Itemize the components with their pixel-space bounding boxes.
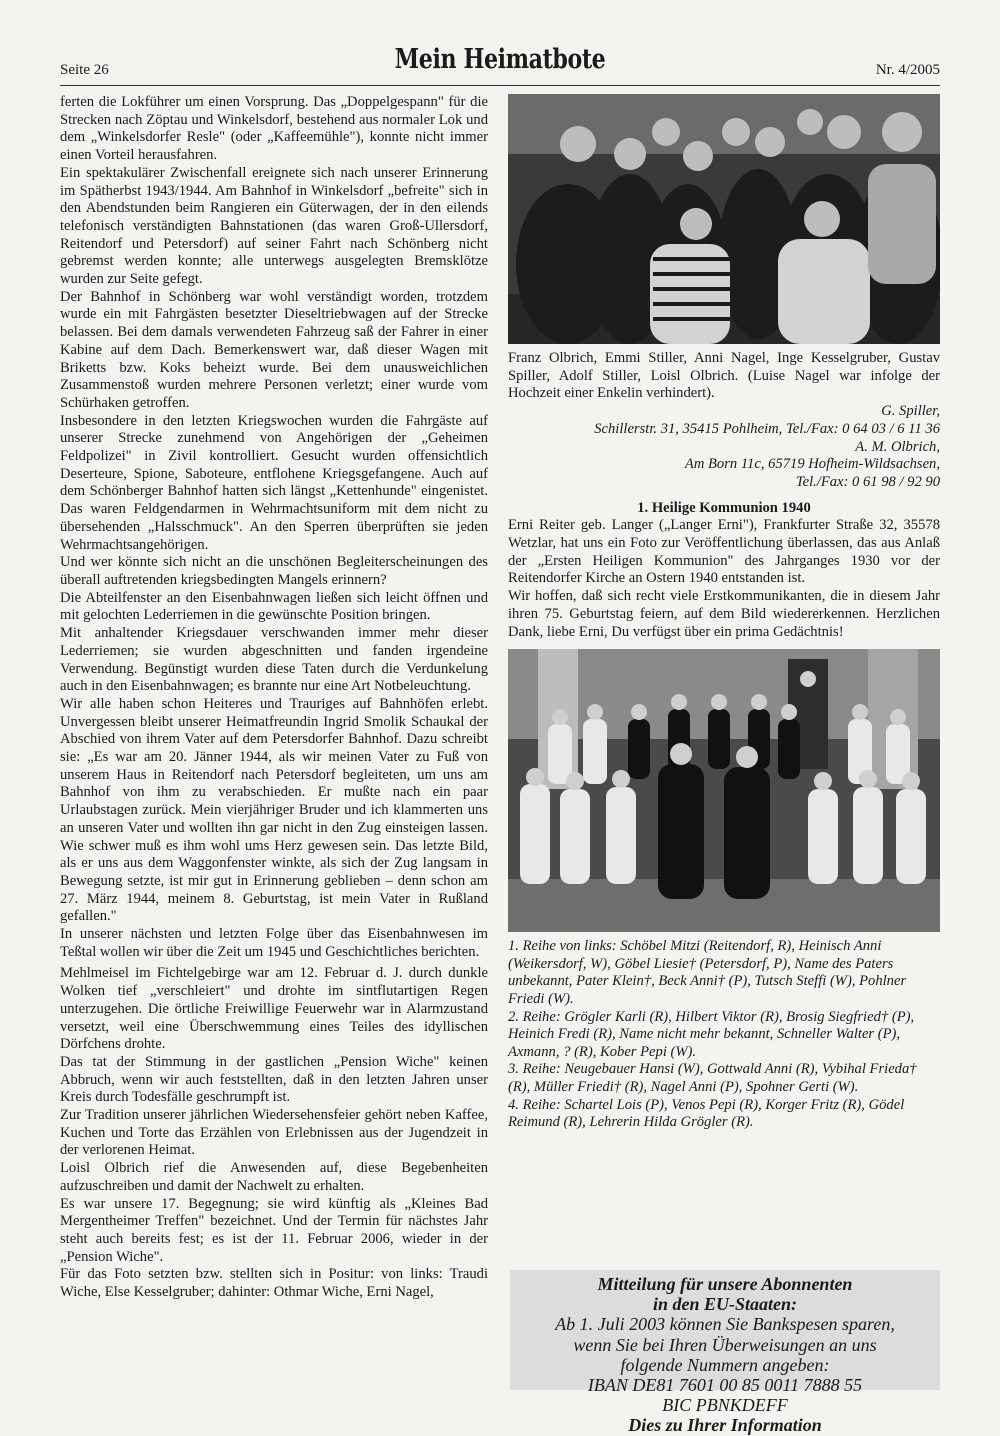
caption-row: 2. Reihe: Grögler Karli (R), Hilbert Viktor (R), Brosig Siegfried† (P), Heinich Fredi (R), Name nicht mehr bekannt, Schneller Walter (P), Axmann, ? (R), Kober Pepi (W). <box>508 1008 915 1060</box>
notice-line: wenn Sie bei Ihren Überweisungen an uns <box>573 1334 877 1355</box>
paragraph: Und wer könnte sich nicht an die unschönen Begleiterscheinungen des überall auftretenden kriegsbedingten Mangels erinnern? <box>60 554 488 588</box>
paragraph: Mehlmeisel im Fichtelgebirge war am 12. Februar d. J. durch dunkle Wolken tief „verschleiert" und drohte im sintflutartigen Regen unterzugehen. Die örtliche Freiwillige Feuerwehr war in Alarmzustand versetzt, weil eine Überschwemmung eines Teiles des idyllischen Dörfchens drohte. <box>60 965 488 1053</box>
section-body: Erni Reiter geb. Langer („Langer Erni"), Frankfurter Straße 32, 35578 Wetzlar, hat uns ein Foto zur Veröffentlichung überlassen, das aus Anlaß der „Ersten Heiligen Kommunion" des Jahrganges 1930 vor der Reitendorfer Kirche an Ostern 1940 entstanden ist. <box>508 517 940 587</box>
caption-row: 3. Reihe: Neugebauer Hansi (W), Gottwald Anni (R), Vybihal Frieda† (R), Müller Friedi† (R), Nagel Anni (P), Spohner Gerti (W). <box>508 1061 917 1095</box>
issue-number: Nr. 4/2005 <box>875 62 940 78</box>
notice-line: Mitteilung für unsere Abonnenten <box>597 1274 853 1294</box>
paragraph: Zur Tradition unserer jährlichen Wiedersehensfeier gehört neben Kaffee, Kuchen und Torte das Erzählen von Erlebnissen aus der Jugendzeit in der verlorenen Heimat. <box>60 1107 488 1159</box>
photo-caption-reunion: Franz Olbrich, Emmi Stiller, Anni Nagel, Inge Kesselgruber, Gustav Spiller, Adolf Stiller, Loisl Olbrich. (Luise Nagel war infolge der Hochzeit einer Enkelin verhindert). <box>508 350 940 402</box>
notice-bic: BIC PBNKDEFF <box>662 1395 788 1416</box>
caption-row: 4. Reihe: Schartel Lois (P), Venos Pepi (R), Korger Fritz (R), Gödel Reimund (R), Lehrerin Hilda Grögler (R). <box>508 1096 905 1131</box>
paragraph: Ein spektakulärer Zwischenfall ereignete sich nach unserer Erinnerung im Spätherbst 1943/1944. Am Bahnhof in Winkelsdorf „befreite" sich in den Abendstunden beim Rangieren ein Güterwagen, der in den eilends telefonisch verständigten Bahnstationen (das waren Groß-Ullersdorf, Reitendorf und Petersdorf) auf seiner Fahrt nach Schönberg nicht gebremst werden konnte; alle unterwegs ausgelegten Bremsklötze wurden zur Seite gefegt. <box>60 164 488 288</box>
paragraph: ferten die Lokführer um einen Vorsprung. Das „Doppelgespann" für die Strecken nach Zöptau und Winkelsdorf, bestehend aus normaler Lok und dem „Winkelsdorfer Resle" (oder „Kaffeemühle"), konnte nicht immer einen Vorteil herausfahren. <box>60 94 488 164</box>
section-body: Wir hoffen, daß sich recht viele Erstkommunikanten, die in diesem Jahr ihren 75. Geburtstag feiern, auf dem Bild wiedererkennen. Herzlichen Dank, liebe Erni, Du verfügst über ein prima Gedächtnis! <box>508 588 940 640</box>
right-column <box>508 94 940 1132</box>
caption-row: 1. Reihe von links: Schöbel Mitzi (Reitendorf, R), Heinisch Anni (Weikersdorf, W), Göbel Liesie† (Petersdorf, P), Name des Paters unbekannt, Pater Klein†, Beck Anni† (P), Tutsch Steffi (W), Pohlner Friedi (W). <box>508 938 907 1008</box>
subscriber-notice-box <box>510 1270 940 1436</box>
page-number: Seite 26 <box>60 62 109 78</box>
paragraph: Loisl Olbrich rief die Anwesenden auf, diese Begebenheiten aufzuschreiben und damit der Nachwelt zu erhalten. <box>60 1160 488 1194</box>
paragraph: Das tat der Stimmung in der gastlichen „Pension Wiche" keinen Abbruch, wenn wir auch feststellten, daß in den letzten Jahren unser Kreis durch Todesfälle geschrumpft ist. <box>60 1053 488 1106</box>
signature-phone: Tel./Fax: 0 61 98 / 92 90 <box>795 473 940 490</box>
masthead-title: Mein Heimatbote <box>394 44 606 75</box>
signature-address: Schillerstr. 31, 35415 Pohlheim, Tel./Fax: 0 64 03 / 6 11 36 <box>594 420 940 437</box>
section-heading: 1. Heilige Kommunion 1940 <box>637 499 811 516</box>
paragraph: Es war unsere 17. Begegnung; sie wird künftig als „Kleines Bad Mergentheimer Treffen" bezeichnet. Und der Termin für nächstes Jahr steht auch bereits fest; es ist der 11. Februar 2006, wieder in der „Pension Wiche". <box>60 1195 488 1265</box>
notice-line: in den EU-Staaten: <box>652 1294 798 1315</box>
notice-line: folgende Nummern angeben: <box>620 1354 830 1375</box>
paragraph: Wir alle haben schon Heiteres und Trauriges auf Bahnhöfen erlebt. Unvergessen bleibt unserer Heimatfreundin Ingrid Smolik Schaukal der Abschied von ihrem Vater auf dem Petersdorfer Bahnhof. Dazu schreibt sie: „Es war am 20. Jänner 1944, als wir meinen Vater zu Fuß von unserem Haus in Reitendorf nach Petersdorf begleiteten, um uns am Bahnhof von ihm zu verabschieden. Er mußte nach ein paar Urlaubstagen zurück. Mein vierjähriger Bruder und ich klammerten uns an unseren Vater und wollten ihn gar nicht in den Zug einsteigen lassen. Wie schwer muß es ihm wohl ums Herz gewesen sein. Das letzte Bild, als er uns aus dem Waggonfenster winkte, als sich der Zug langsam in Bewegung setzte, ist mir gut in Erinnerung geblieben – denn schon am 27. März 1944, meinem 8. Geburtstag, ist mein Vater in Rußland gefallen." <box>60 695 488 925</box>
signature-name: G. Spiller, <box>881 403 940 420</box>
paragraph: Die Abteilfenster an den Eisenbahnwagen ließen sich leicht öffnen und mit gelochten Lederriemen in die gewünschte Position bringen. <box>60 589 488 624</box>
notice-line: Ab 1. Juli 2003 können Sie Bankspesen sparen, <box>555 1314 895 1335</box>
header-rule <box>60 85 940 86</box>
paragraph: Der Bahnhof in Schönberg war wohl verständigt worden, trotzdem wurde ein mit Fahrgästen besetzter Dieseltriebwagen auf der Strecke belassen. Bei dem damals verwendeten Fahrzeug saß der Fahrer in einer Kabine auf dem Dach. Bemerkenswert war, daß dieser Wagen mit Briketts bzw. Koks beheizt wurde. Bei dem unausweichlichen Zusammenstoß wurden mehrere Personen verletzt; einer wurde vom Schürhaken getroffen. <box>60 288 488 411</box>
paragraph: In unserer nächsten und letzten Folge über das Eisenbahnwesen im Teßtal wollen wir über die Zeit um 1945 und Geschichtliches berichten. <box>60 926 488 960</box>
photo-caption-communion <box>508 938 940 1132</box>
group-photo-communion <box>508 649 940 932</box>
signature-address: Am Born 11c, 65719 Hofheim-Wildsachsen, <box>684 456 940 473</box>
page-header <box>60 40 940 80</box>
paragraph: Für das Foto setzten bzw. stellten sich in Positur: von links: Traudi Wiche, Else Kesselgruber; dahinter: Othmar Wiche, Erni Nagel, <box>60 1266 488 1301</box>
left-column <box>60 94 488 1302</box>
paragraph: Insbesondere in den letzten Kriegswochen wurden die Fahrgäste auf unserer Strecke zunehmend von Angehörigen der „Geheimen Feldpolizei" in Zivil kontrolliert. Gesucht wurden offensichtlich Deserteure, Spione, Saboteure, entflohene Kriegsgefangene. Auch auf dem Schönberger Bahnhof hatten sich längst „Kettenhunde" eingenistet. Das waren Feldgendarmen in Wehrmachtsuniform mit dem nicht zu übersehenden „Halsschmuck". An den Sperren überprüften sie jeden Wehrmachtsangehörigen. <box>60 412 488 553</box>
signature-name: A. M. Olbrich, <box>855 438 940 455</box>
notice-iban: IBAN DE81 7601 00 85 0011 7888 55 <box>587 1375 863 1396</box>
group-photo-reunion <box>508 94 940 344</box>
paragraph: Mit anhaltender Kriegsdauer verschwanden immer mehr dieser Lederriemen; sie wurden abgeschnitten und fanden irgendeine Verwendung. Begünstigt wurden diese Taten durch die Verdunkelung auch in den Eisenbahnwagen; es brannte nur eine Art Notbeleuchtung. <box>60 625 488 695</box>
notice-line: Dies zu Ihrer Information <box>628 1415 822 1436</box>
